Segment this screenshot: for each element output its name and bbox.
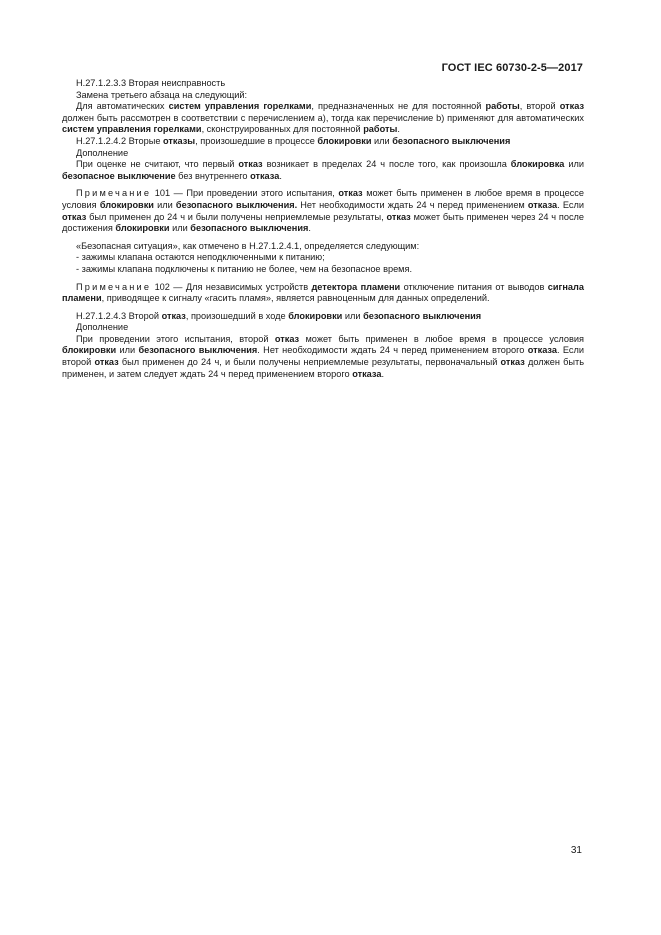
term: отказ xyxy=(500,357,525,368)
safe-situation-intro: «Безопасная ситуация», как отмечено в Н.27.1.2.4.1, определяется следующим: xyxy=(76,240,420,251)
term: отказ xyxy=(94,357,119,368)
text-run: Нет необходимости ждать 24 ч перед применением xyxy=(297,199,528,210)
term: систем управления горелками xyxy=(168,101,312,112)
text-run: Для автоматических xyxy=(76,101,169,112)
term: сигнала пламени xyxy=(62,281,584,304)
text-run: может быть применен в любое время в процессе условия xyxy=(62,188,584,210)
text-run: , сконструированных для постоянной xyxy=(201,124,364,135)
text-run: или xyxy=(169,223,191,234)
term: работы xyxy=(485,101,520,112)
text-run: , второй xyxy=(519,101,560,112)
term: отказ xyxy=(386,211,411,222)
text-run: Н.27.1.2.4.2 Вторые xyxy=(76,135,164,146)
term: отказы xyxy=(163,135,196,146)
term: блокировки xyxy=(115,223,170,234)
clause-heading-h27-1-2-4-2 xyxy=(62,136,584,148)
term: отказ xyxy=(274,333,300,344)
paragraph-first-failure xyxy=(62,159,584,182)
clause-heading-h27-1-2-4-3 xyxy=(62,311,584,323)
text-run: или xyxy=(371,135,393,146)
term: работы xyxy=(363,124,398,135)
term: отказ xyxy=(338,188,363,199)
term: блокировка xyxy=(510,159,565,170)
text-run: был применен до 24 ч и были получены неприемлемые результаты, xyxy=(86,211,387,222)
term: отказа xyxy=(527,199,558,210)
term: отказ xyxy=(62,211,87,222)
paragraph-second-failure xyxy=(62,334,584,380)
text-run: может быть применен через 24 ч после достижения xyxy=(62,211,585,234)
text-run: 101 — При проведении этого испытания, xyxy=(151,188,339,199)
text-run: или xyxy=(116,345,139,356)
term: безопасного выключения xyxy=(190,223,309,234)
text-run: , произошедший в ходе xyxy=(185,310,289,321)
text-run: или xyxy=(564,159,584,170)
text-run: без внутреннего xyxy=(175,170,251,181)
text-run: . Если xyxy=(557,199,584,210)
text-run: был применен до 24 ч, и были получены неприемлемые результаты, первоначальный xyxy=(118,357,501,368)
text-run: Н.27.1.2.4.3 Второй xyxy=(76,310,162,321)
text-run: , произошедшие в процессе xyxy=(195,135,318,146)
term: блокировки xyxy=(317,135,372,146)
text-run: , приводящее к сигналу «гасить пламя», является равноценным для данных определений. xyxy=(101,293,490,304)
term: блокировки xyxy=(99,199,154,210)
text-run: или xyxy=(153,199,176,210)
text-run: . xyxy=(397,124,400,135)
term: безопасного выключения xyxy=(363,310,482,321)
term: отказ xyxy=(559,101,585,112)
addition-label: Дополнение xyxy=(76,147,129,158)
note-label: Примечание xyxy=(76,188,152,199)
clause-heading-h27-1-2-3-3: Н.27.1.2.3.3 Вторая неисправность xyxy=(76,78,226,88)
text-run: . xyxy=(381,368,385,379)
addition-label: Дополнение xyxy=(76,322,129,333)
text-run: или xyxy=(342,310,364,321)
term: отказа xyxy=(527,345,557,356)
text-run: должен быть рассмотрен в соответствии с перечислением а), тогда как перечисление b) применяют для автоматических xyxy=(62,112,584,123)
term: отказ xyxy=(238,159,263,170)
text-run: 102 — Для независимых устройств xyxy=(151,281,312,292)
text-run: возникает в пределах 24 ч после того, как произошла xyxy=(262,159,511,170)
note-102 xyxy=(62,282,584,305)
text-run: При оценке не считают, что первый xyxy=(76,159,239,170)
term: блокировки xyxy=(288,310,343,321)
note-101 xyxy=(62,188,584,234)
term: детектора пламени xyxy=(311,281,401,292)
term: отказа xyxy=(250,170,280,181)
text-run: . Если второй xyxy=(62,345,584,368)
term: безопасного выключения xyxy=(138,345,258,356)
safe-situation-item-2: - зажимы клапана подключены к питанию не более, чем на безопасное время. xyxy=(76,263,413,274)
term: систем управления горелками xyxy=(62,124,202,135)
term: безопасного выключения xyxy=(392,135,511,146)
replacement-note: Замена третьего абзаца на следующий: xyxy=(76,89,248,100)
text-run: . Нет необходимости ждать 24 ч перед применением второго xyxy=(257,345,528,356)
text-run: отключение питания от выводов xyxy=(400,281,548,292)
text-run: . xyxy=(279,170,282,181)
term: отказ xyxy=(161,310,186,321)
term: безопасного выключения. xyxy=(175,199,298,210)
text-run: должен быть применен, и затем следует ждать 24 ч перед применением второго xyxy=(62,357,584,379)
text-run: может быть применен в любое время в процессе условия xyxy=(299,333,584,344)
paragraph-burner-control xyxy=(62,101,584,136)
standard-header: ГОСТ IEC 60730-2-5—2017 xyxy=(441,62,583,74)
safe-situation-item-1: - зажимы клапана остаются неподключенными к питанию; xyxy=(76,252,325,263)
document-body xyxy=(62,78,584,380)
text-run: При проведении этого испытания, второй xyxy=(76,333,275,344)
term: блокировки xyxy=(62,345,117,356)
page-number: 31 xyxy=(570,845,582,856)
text-run: , предназначенных не для постоянной xyxy=(311,101,486,112)
term: безопасное выключение xyxy=(62,170,176,181)
note-label: Примечание xyxy=(76,281,152,292)
term: отказа xyxy=(352,368,382,379)
text-run: . xyxy=(308,223,311,234)
